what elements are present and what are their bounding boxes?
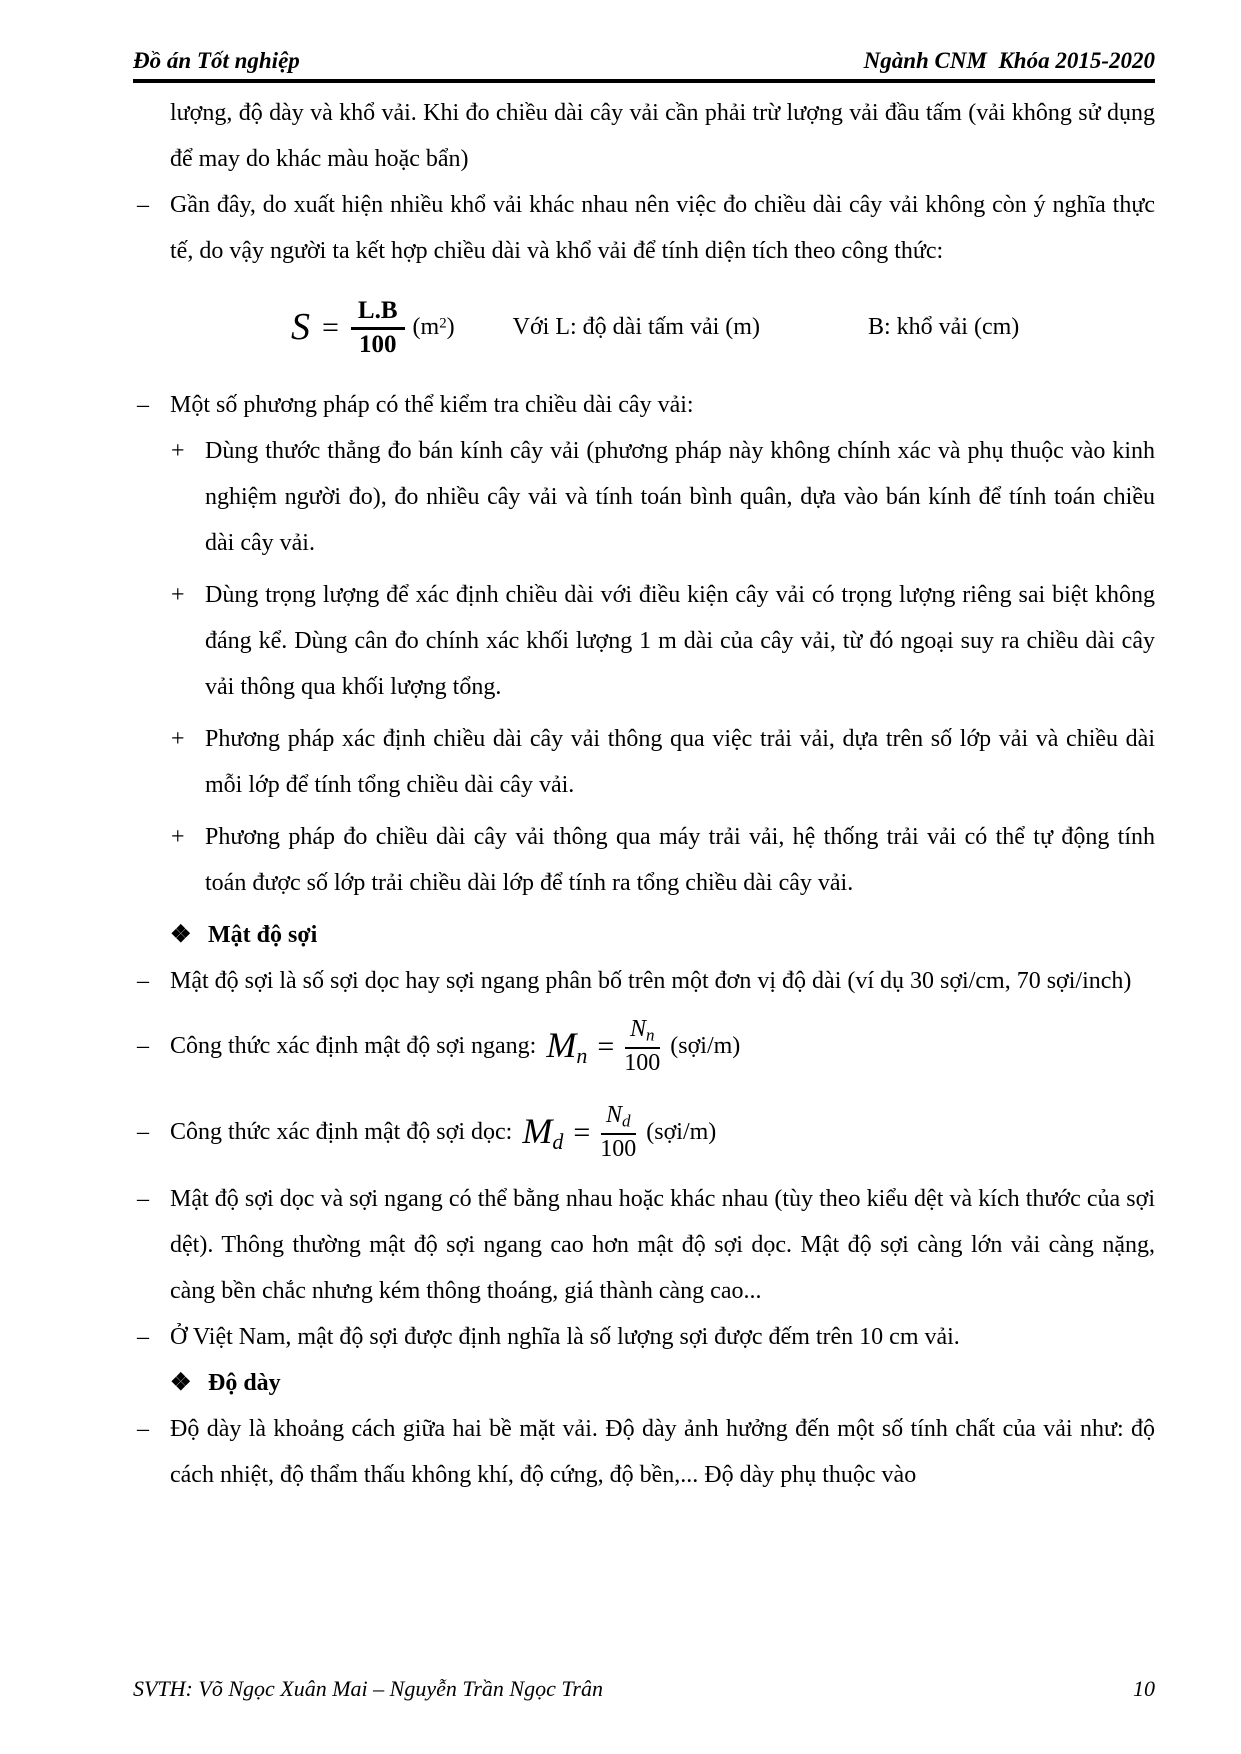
sub-list-item-text: Phương pháp đo chiều dài cây vải thông qua máy trải vải, hệ thống trải vải có thể tự động tính toán được số lớp trải chiều dài lớp để tính ra tổng chiều dài cây vải. xyxy=(205,824,1155,896)
formula-fraction xyxy=(351,297,405,360)
list-item-text: Một số phương pháp có thể kiểm tra chiều dài cây vải: xyxy=(170,392,694,418)
numerator-base: N xyxy=(629,1016,646,1043)
list-item xyxy=(133,958,1155,1004)
lhs-base: M xyxy=(522,1111,553,1152)
paragraph-continuation: lượng, độ dày và khổ vải. Khi đo chiều dài cây vải cần phải trừ lượng vải đầu tấm (vải không sử dụng để may do khác màu hoặc bẩn) xyxy=(170,100,1155,172)
diamond-bullet-icon: ❖ xyxy=(170,922,192,948)
footer-author-line: SVTH: Võ Ngọc Xuân Mai – Nguyễn Trần Ngọc Trân xyxy=(133,1676,603,1701)
list-item-text: Độ dày là khoảng cách giữa hai bề mặt vải. Độ dày ảnh hưởng đến một số tính chất của vải như: độ cách nhiệt, độ thẩm thấu không khí, độ cứng, độ bền,... Độ dày phụ thuộc vào xyxy=(170,1416,1155,1488)
list-item xyxy=(133,1314,1155,1360)
numerator-subscript: n xyxy=(646,1025,655,1045)
plus-bullet: + xyxy=(171,438,185,464)
formula-label: Công thức xác định mật độ sợi dọc: xyxy=(170,1119,513,1146)
sub-list-item-text: Phương pháp xác định chiều dài cây vải thông qua việc trải vải, dựa trên số lớp vải và chiều dài mỗi lớp để tính tổng chiều dài cây vải. xyxy=(205,726,1155,798)
sub-list-item xyxy=(133,572,1155,710)
footer-page-number: 10 xyxy=(1133,1676,1155,1701)
plus-bullet: + xyxy=(171,726,185,752)
formula-area-s xyxy=(133,276,1155,380)
section-heading-text: Độ dày xyxy=(208,1370,281,1396)
formula-equals: = xyxy=(322,310,339,344)
formula-lhs xyxy=(522,1111,563,1154)
unit-superscript: 2 xyxy=(439,315,447,332)
list-item xyxy=(133,1406,1155,1498)
lhs-subscript: n xyxy=(576,1043,588,1069)
fraction-denominator: 100 xyxy=(600,1136,637,1163)
sub-list-item-text: Dùng thước thẳng đo bán kính cây vải (phương pháp này không chính xác và phụ thuộc vào kinh nghiệm người đo), đo nhiều cây vải và tính toán bình quân, dựa vào bán kính để tính toán chiều dài cây vải. xyxy=(205,438,1155,556)
unit-close: ) xyxy=(446,314,455,341)
page-footer xyxy=(133,1676,1155,1702)
plus-bullet: + xyxy=(171,824,185,850)
formula-unit xyxy=(413,314,455,342)
header-rule xyxy=(133,79,1155,83)
section-heading-thickness xyxy=(133,1360,1155,1406)
numerator-base: N xyxy=(605,1102,622,1129)
sub-list-item-text: Dùng trọng lượng để xác định chiều dài với điều kiện cây vải có trọng lượng riêng sai biệt không đáng kể. Dùng cân đo chính xác khối lượng 1 m dài của cây vải, từ đó ngoại suy ra chiều dài cây vải thông qua khối lượng tổng. xyxy=(205,582,1155,700)
header-left-title: Đồ án Tốt nghiệp xyxy=(133,48,300,73)
formula-note-width: B: khổ vải (cm) xyxy=(867,314,1020,341)
unit-base: (m xyxy=(412,314,440,341)
list-item-text: Ở Việt Nam, mật độ sợi được định nghĩa là số lượng sợi được đếm trên 10 cm vải. xyxy=(170,1324,960,1350)
fraction-numerator xyxy=(625,1016,660,1049)
plus-bullet: + xyxy=(171,582,185,608)
numerator-subscript: d xyxy=(622,1111,631,1131)
list-item xyxy=(133,1176,1155,1314)
list-item xyxy=(133,182,1155,274)
lhs-base: M xyxy=(546,1025,577,1066)
fraction-numerator: L.B xyxy=(351,297,405,330)
dash-bullet: – xyxy=(137,968,149,994)
dash-bullet: – xyxy=(137,1119,149,1146)
fraction-denominator: 100 xyxy=(624,1050,661,1077)
formula-row-warp-density xyxy=(133,1090,1155,1176)
lhs-subscript: d xyxy=(552,1129,564,1155)
fraction-denominator: 100 xyxy=(358,330,397,358)
formula-equals: = xyxy=(573,1115,591,1149)
page-header xyxy=(133,48,1155,77)
formula-lhs xyxy=(546,1025,587,1068)
list-item xyxy=(133,382,1155,428)
formula-label: Công thức xác định mật độ sợi ngang: xyxy=(170,1033,537,1060)
list-item-text: Mật độ sợi là số sợi dọc hay sợi ngang phân bố trên một đơn vị độ dài (ví dụ 30 sợi/cm, 70 sợi/inch) xyxy=(170,968,1132,994)
dash-bullet: – xyxy=(137,1033,149,1060)
dash-bullet: – xyxy=(137,192,149,218)
section-heading-density xyxy=(133,912,1155,958)
list-item-text: Gần đây, do xuất hiện nhiều khổ vải khác nhau nên việc đo chiều dài cây vải không còn ý nghĩa thực tế, do vậy người ta kết hợp chiều dài và khổ vải để tính diện tích theo công thức: xyxy=(170,192,1155,264)
fraction-numerator xyxy=(601,1102,636,1135)
list-item-text: Mật độ sợi dọc và sợi ngang có thể bằng nhau hoặc khác nhau (tùy theo kiểu dệt và kích thước của sợi dệt). Thông thường mật độ sợi ngang cao hơn mật độ sợi dọc. Mật độ sợi càng lớn vải càng nặng, càng bền chắc nhưng kém thông thoáng, giá thành càng cao... xyxy=(170,1186,1155,1304)
sub-list-item xyxy=(133,428,1155,566)
formula-fraction xyxy=(624,1016,660,1077)
section-heading-text: Mật độ sợi xyxy=(208,922,318,948)
formula-row-weft-density xyxy=(133,1004,1155,1090)
formula-lhs: S xyxy=(291,306,310,349)
dash-bullet: – xyxy=(137,1416,149,1442)
sub-list-item xyxy=(133,716,1155,808)
formula-fraction xyxy=(600,1102,636,1163)
dash-bullet: – xyxy=(137,1324,149,1350)
formula-note-length: Với L: độ dài tấm vải (m) xyxy=(512,314,760,341)
page-content xyxy=(133,90,1155,1498)
sub-list-item xyxy=(133,814,1155,906)
dash-bullet: – xyxy=(137,1186,149,1212)
dash-bullet: – xyxy=(137,392,149,418)
diamond-bullet-icon: ❖ xyxy=(170,1370,192,1396)
formula-equals: = xyxy=(597,1029,615,1063)
formula-unit: (sợi/m) xyxy=(646,1119,717,1146)
header-right-title: Ngành CNM Khóa 2015-2020 xyxy=(863,48,1155,73)
formula-unit: (sợi/m) xyxy=(670,1033,741,1060)
